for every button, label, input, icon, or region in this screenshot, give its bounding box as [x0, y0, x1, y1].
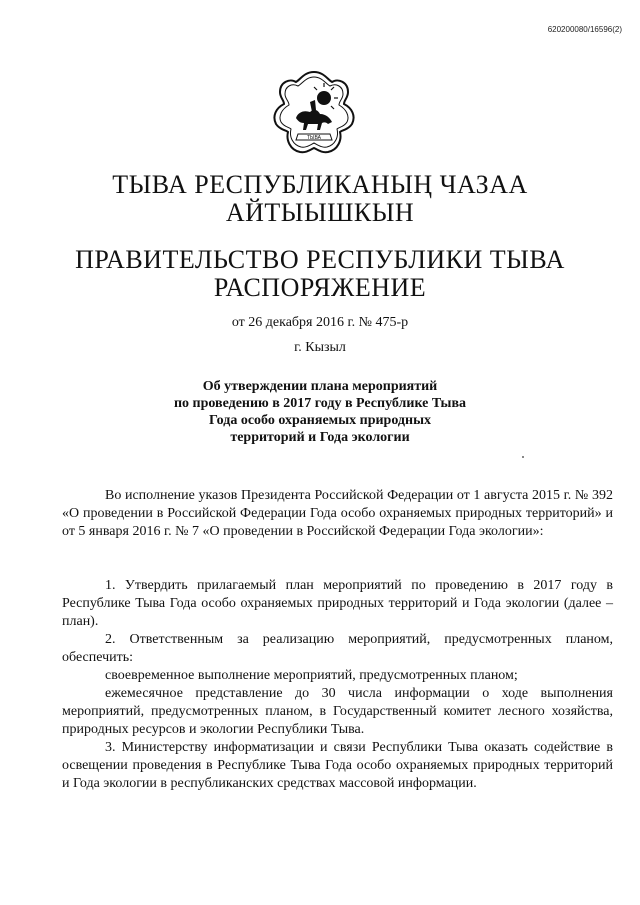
document-body — [62, 487, 613, 793]
emblem-text: ТЫВА — [307, 135, 321, 141]
paragraph-item-2: 2. Ответственным за реализацию мероприятий, предусмотренных планом, обеспечить: — [62, 632, 613, 665]
document-subject — [0, 378, 640, 446]
header-russian-line-2: РАСПОРЯЖЕНИЕ — [213, 273, 427, 302]
scan-speck — [522, 456, 524, 458]
paragraph-item-2a: своевременное выполнение мероприятий, предусмотренных планом; — [105, 668, 518, 683]
subject-line: Об утверждении плана мероприятий — [202, 379, 438, 394]
coat-of-arms-icon — [268, 68, 360, 160]
header-russian-line-1: ПРАВИТЕЛЬСТВО РЕСПУБЛИКИ ТЫВА — [75, 245, 565, 274]
paragraph-item-2b: ежемесячное представление до 30 числа информации о ходе выполнения мероприятий, предусмотренных планом, в Государственный комитет лесного хозяйства, природных ресурсов и экологии Республики Тыва. — [62, 686, 613, 737]
subject-line: территорий и Года экологии — [230, 430, 410, 445]
city: г. Кызыл — [294, 340, 346, 355]
header-tuvan-line-1: ТЫВА РЕСПУБЛИКАНЫҢ ЧАЗАА — [112, 170, 528, 199]
subject-line: по проведению в 2017 году в Республике Тыва — [173, 396, 467, 411]
paragraph-preamble: Во исполнение указов Президента Российской Федерации от 1 августа 2015 г. № 392 «О проведении в Российской Федерации Года особо охраняемых природных территорий» и от 5 января 2016 г. № 7 «О проведении в Российской Федерации Года экологии»: — [62, 488, 613, 539]
date-and-number: от 26 декабря 2016 г. № 475-р — [231, 315, 409, 330]
header-tuvan-line-2: АЙТЫЫШКЫН — [225, 198, 415, 227]
registration-number: 620200080/16596(2) — [547, 25, 622, 34]
paragraph-item-1: 1. Утвердить прилагаемый план мероприятий по проведению в 2017 году в Республике Тыва Года особо охраняемых природных территорий и Года экологии (далее – план). — [62, 578, 613, 629]
subject-line: Года особо охраняемых природных — [208, 413, 432, 428]
paragraph-item-3: 3. Министерству информатизации и связи Республики Тыва оказать содействие в освещении проведения в Республике Тыва Года особо охраняемых природных территорий и Года экологии в республиканских средствах массовой информации. — [62, 740, 613, 791]
